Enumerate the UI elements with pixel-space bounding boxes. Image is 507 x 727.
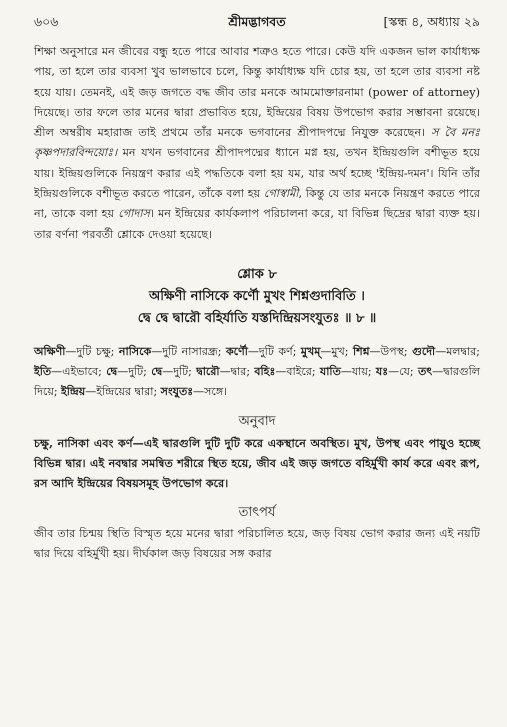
synonym-word: নাসিকে <box>118 344 152 358</box>
term-goswami: গোস্বামী <box>263 187 299 201</box>
intro-quote: স বৈ মনঃ কৃষ্ণপদারবিন্দয়োঃ। <box>34 126 480 160</box>
synonym-word: দ্বারৌ <box>196 364 220 378</box>
synonym-word: দ্বে <box>151 364 163 378</box>
synonym-meaning: —এইভাবে; <box>51 364 107 378</box>
synonym-word: সংযুতঃ <box>160 384 194 398</box>
intro-text-2: মন যখন ভগবানের শ্রীপাদপদ্মের ধ্যানে মগ্ন হয়, তখন ইন্দ্রিয়গুলি বশীভূত হয়ে যায়। ইন্দ্রিয়গুলিকে নিয়ন্ত্রণ করার এই পদ্ধতিকে বলা হয় যম, যার অর্থ হচ্ছে 'ইন্দ্রিয়-দমন'। যিনি তাঁর ইন্দ্রিয়গুলিকে বশীভূত করতে পারেন, তাঁকে বলা হয় <box>34 146 480 201</box>
synonym-meaning: —ইন্দ্রিয়ের দ্বারা; <box>85 384 161 398</box>
purport-text: জীব তার চিন্ময় স্থিতি বিস্মৃত হয়ে মনের দ্বারা পরিচালিত হয়ে, জড় বিষয় ভোগ করার জন্য এই নয়টি দ্বার দিয়ে বহির্মুখী হয়। দীর্ঘকাল জড় বিষয়ের সঙ্গ করার <box>34 526 480 560</box>
verse-line-2: দ্বে দ্বে দ্বারৌ বহির্যাতি যস্তদিন্দ্রিয়সংযুতঃ ॥ ৮ ॥ <box>137 310 377 326</box>
synonym-word: কর্ণৌ <box>225 344 248 358</box>
intro-text-4: । মন ইন্দ্রিয়ের কার্যকলাপ পরিচালনা করে, যা বিভিন্ন ছিদ্রের দ্বারা ব্যক্ত হয়। তার বর্ণনা পরবর্তী শ্লোকে দেওয়া হয়েছে। <box>34 207 480 241</box>
synonym-meaning: —দ্বারগুলি দিয়ে; <box>34 364 480 398</box>
synonym-meaning: —মুখ; <box>320 344 353 358</box>
synonym-meaning: —দুটি; <box>162 364 197 378</box>
intro-paragraph <box>34 42 480 245</box>
synonyms <box>34 342 480 402</box>
translation-heading: অনুবাদ <box>238 413 276 429</box>
verse-line-1: অক্ষিণী নাসিকে কর্ণৌ মুখং শিশ্নগুদাবিতি । <box>149 288 365 304</box>
synonym-word: মুখম্ <box>300 344 321 358</box>
synonym-word: যাতি <box>319 364 341 378</box>
synonym-meaning: —যে; <box>388 364 418 378</box>
book-title: শ্রীমদ্ভাগবত <box>228 14 286 29</box>
verse-heading: শ্লোক ৮ <box>237 266 277 282</box>
synonym-meaning: —দুটি কর্ণ; <box>247 344 301 358</box>
synonym-meaning: —দুটি নাসারন্ধ্র; <box>151 344 226 358</box>
synonym-meaning: —দুটি চক্ষু; <box>65 344 119 358</box>
synonym-meaning: —দুটি; <box>117 364 152 378</box>
translation-text: চক্ষু, নাসিকা এবং কর্ণ—এই দ্বারগুলি দুটি দুটি করে একস্থানে অবস্থিত। মুখ, উপস্থ এবং পায়ুও হচ্ছে বিভিন্ন দ্বার। এই নবদ্বার সমন্বিত শরীরে স্থিত হয়ে, জীব এই জড় জগতে বহির্মুখী কার্য করে এবং রূপ, রস আদি ইন্দ্রিয়ের বিষয়সমূহ উপভোগ করে। <box>34 435 480 490</box>
intro-text-1: শিক্ষা অনুসারে মন জীবের বন্ধু হতে পারে আবার শত্রুও হতে পারে। কেউ যদি একজন ভাল কার্যাধ্যক্ষ পায়, তা হলে তার ব্যবসা খুব ভালভাবে চলে, কিন্তু কার্যাধ্যক্ষ যদি চোর হয়, তা হলে তার ব্যবসা নষ্ট হয়ে যায়। তেমনই, এই জড় জগতে বদ্ধ জীব তার মনকে আমমোক্তারনামা (power of attorney) দিয়েছে। তার ফলে তার মনের দ্বারা প্রভাবিত হয়ে, ইন্দ্রিয়ের বিষয় উপভোগ করার সম্ভাবনা রয়েছে। শ্রীল অম্বরীষ মহারাজ তাই প্রথমে তাঁর মনকে ভগবানের শ্রীপাদপদ্মে নিযুক্ত করেছেন। <box>34 45 480 140</box>
synonym-meaning: —উপস্থ; <box>369 344 413 358</box>
synonym-meaning: —দ্বার; <box>219 364 255 378</box>
purport-heading: তাৎপর্য <box>238 504 276 520</box>
synonym-word: শিশ্ন <box>352 344 370 358</box>
synonym-meaning: —সঙ্গে। <box>193 384 228 398</box>
synonym-word: দ্বে <box>106 364 118 378</box>
synonym-word: ইতি <box>34 364 52 378</box>
page-number: ৬০৬ <box>34 14 59 29</box>
synonym-meaning: —মলদ্বার; <box>435 344 480 358</box>
book-page <box>34 14 480 564</box>
synonym-word: তৎ <box>417 364 433 378</box>
term-godas: গোদাস <box>118 207 150 221</box>
synonym-word: গুদৌ <box>412 344 436 358</box>
synonym-word: যঃ <box>375 364 389 378</box>
synonym-word: অক্ষিণী <box>34 344 66 358</box>
synonym-meaning: —যায়; <box>340 364 376 378</box>
page-header <box>34 14 480 36</box>
synonym-word: বহিঃ <box>254 364 276 378</box>
synonym-meaning: —বাইরে; <box>275 364 320 378</box>
section-reference: [স্কন্ধ ৪, অধ্যায় ২৯ <box>383 14 480 29</box>
intro-text-3: , কিন্তু যে তার মনকে নিয়ন্ত্রণ করতে পারে না, তাকে বলা হয় <box>34 187 480 221</box>
synonym-word: ইন্দ্রিয় <box>61 384 86 398</box>
